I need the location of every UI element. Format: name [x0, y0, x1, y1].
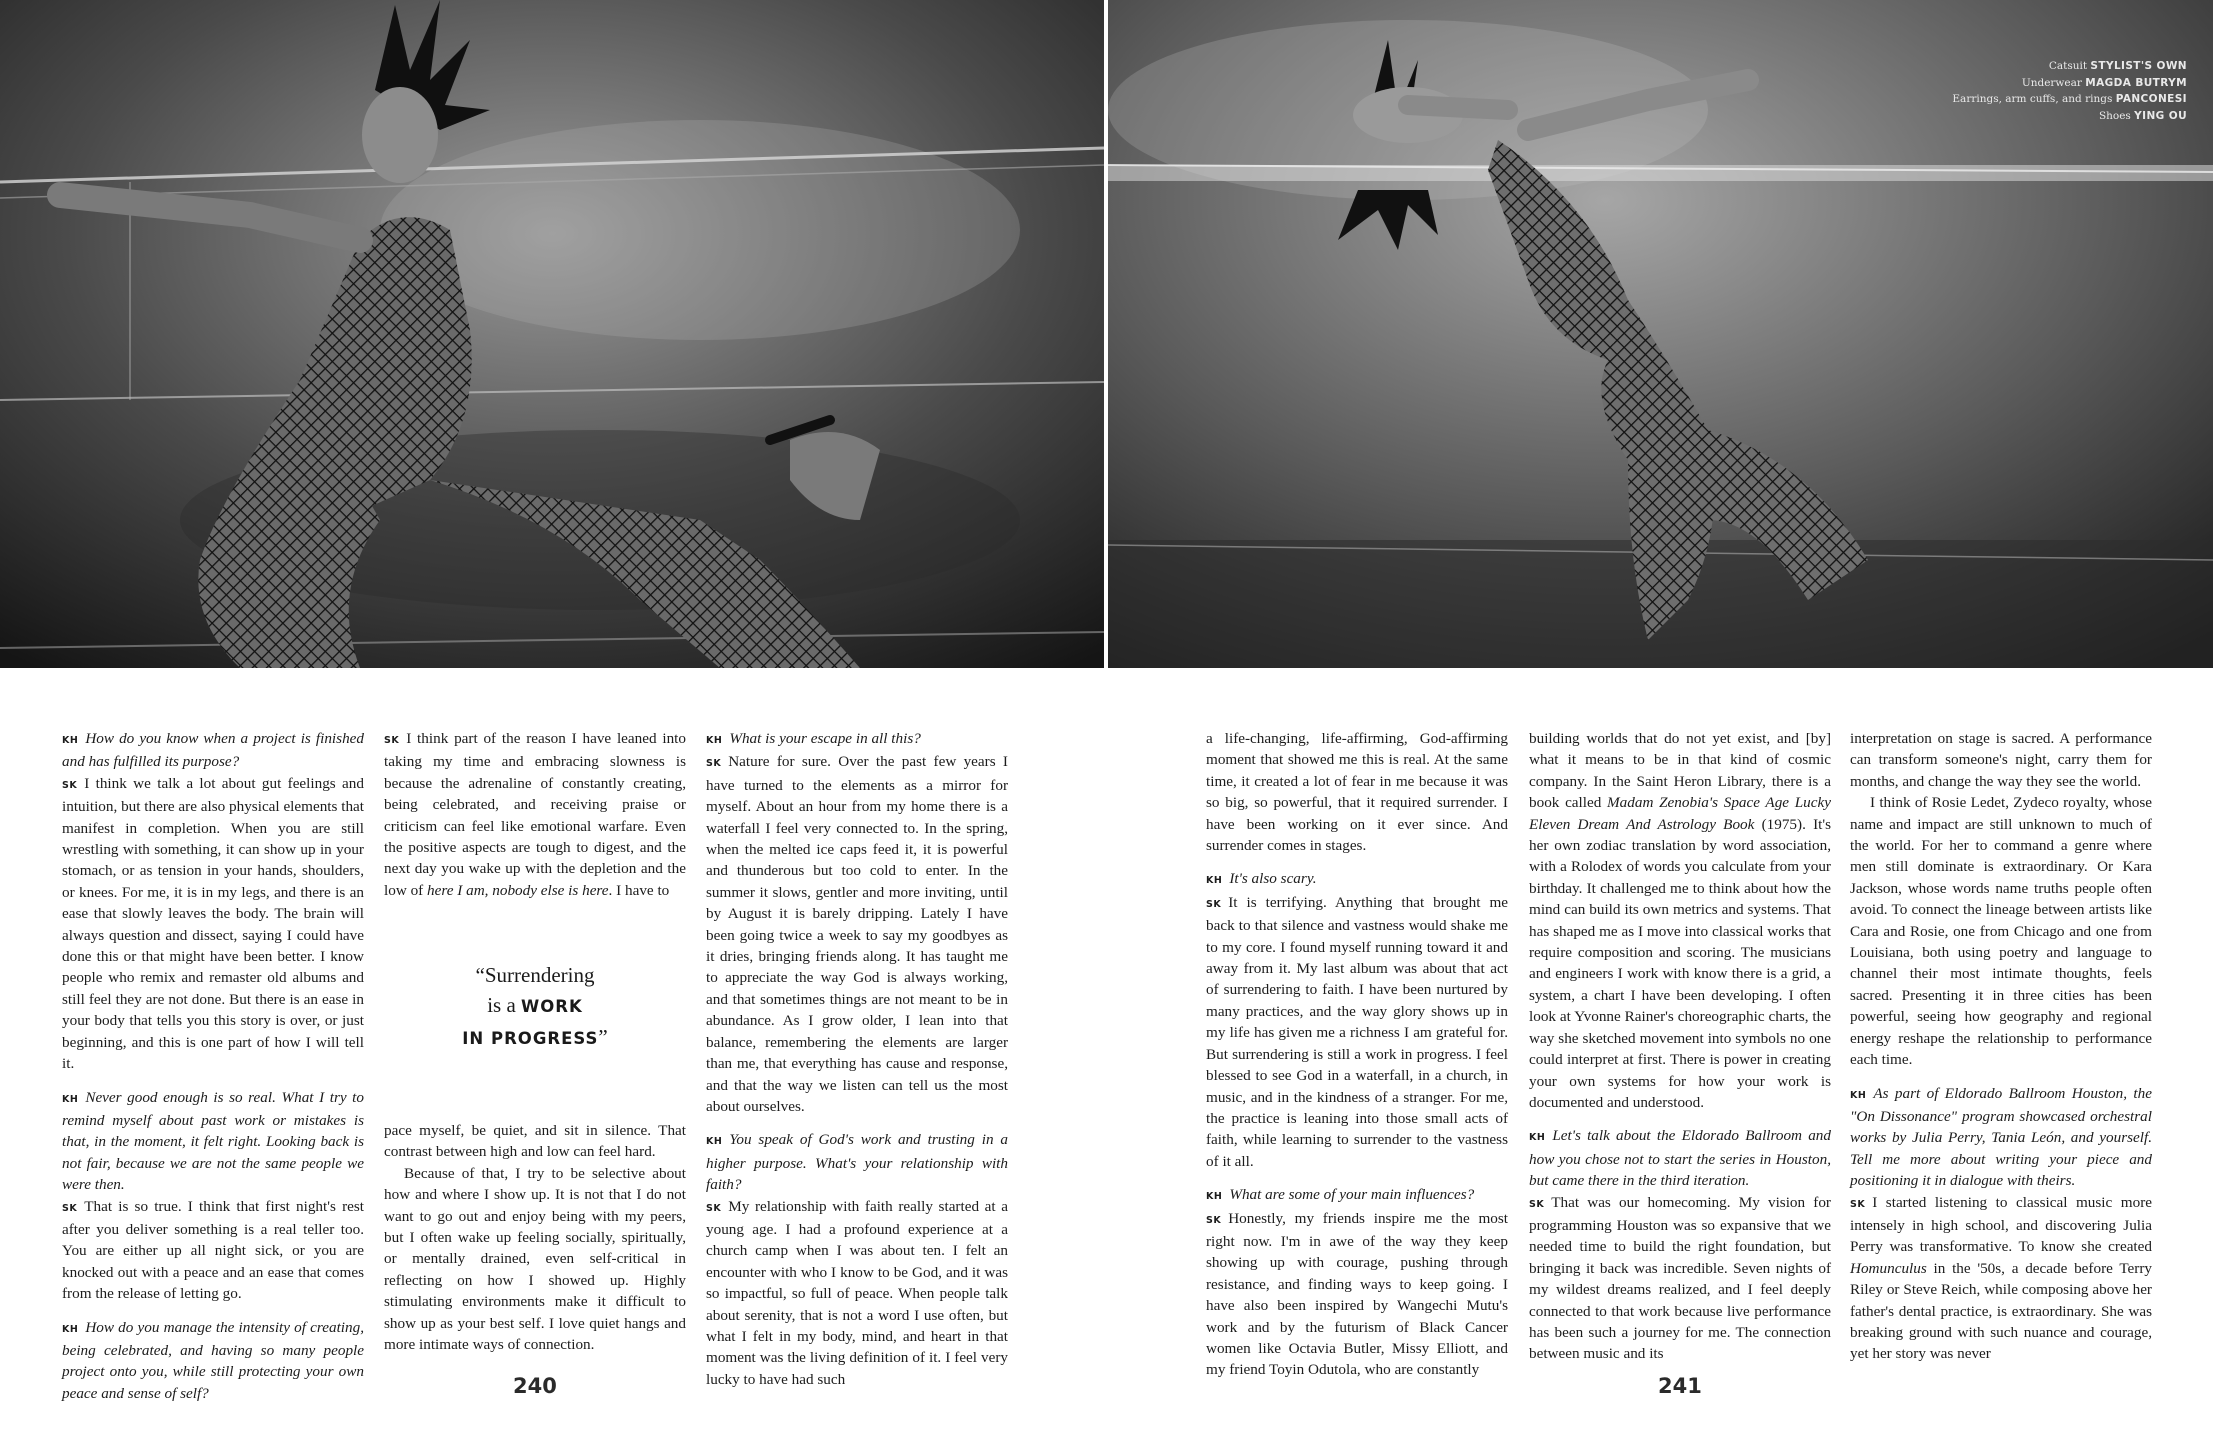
speaker-tag: KH: [62, 1093, 79, 1105]
paragraph: interpretation on stage is sacred. A performance can transform someone's night, carry them for months, and change the way they see the world.: [1850, 730, 2152, 790]
speaker-tag: KH: [1850, 1089, 1867, 1101]
speaker-tag: KH: [1206, 1191, 1223, 1203]
answer: SK I think we talk a lot about gut feelings and intuition, but there are also physical elements that manifest in completion. When you are still wrestling with something, it can show up in your stomach, or as tension in your hands, shoulders, or knees. For me, it is in my legs, and there is an ease that slowly leaves the body. The brain will always question and dissect, saying I could have done this or that might have been better. I know people who remix and remaster old albums and still feel they are not done. But there is an ease in your body that tells you this story is over, or just beginning, and this is one part of how I will tell it.: [62, 774, 364, 1073]
speaker-tag: KH: [62, 735, 79, 746]
pull-quote-line-1: “Surrendering: [475, 963, 595, 987]
speaker-tag: SK: [62, 779, 78, 791]
credit-item: Underwear: [2021, 76, 2082, 89]
speaker-tag: SK: [62, 1202, 78, 1214]
credit-line: [1952, 75, 2187, 92]
speaker-tag: SK: [1206, 1214, 1222, 1226]
page-number-right: 241: [1658, 1374, 1702, 1398]
question: KH How do you manage the intensity of creating, being celebrated, and having so many people project onto you, while still protecting your own peace and sense of self?: [62, 1318, 364, 1402]
text-column-1: [62, 728, 364, 1404]
paragraph: Because of that, I try to be selective about how and where I show up. It is not that I do not want to go out and enjoy being with my peers, but I often wake up feeling socially, spiritually, or mentally drained, even self-critical in reflecting on how I showed up. Highly stimulating environments make it difficult to show up as your best self. I love quiet hangs and more intimate ways of connection.: [384, 1164, 686, 1354]
question: KH Never good enough is so real. What I try to remind myself about past work or mistakes is that, in the moment, it felt right. Looking back is not fair, because we are not the same people we were then.: [62, 1088, 364, 1194]
credit-item: Earrings, arm cuffs, and rings: [1952, 93, 2113, 105]
answer: SK That is so true. I think that first night's rest after you deliver something is a real teller too. You are either up all night sick, or you are knocked out with a peace and an ease that comes from the release of letting go.: [62, 1197, 364, 1303]
credit-brand: STYLIST'S OWN: [2090, 60, 2187, 72]
speaker-tag: KH: [1529, 1132, 1546, 1144]
speaker-tag: SK: [384, 735, 400, 746]
credit-line: [1952, 91, 2187, 108]
speaker-tag: SK: [706, 758, 722, 770]
pull-quote: [384, 960, 686, 1054]
speaker-tag: KH: [706, 735, 723, 746]
column-2-continuation: [384, 1120, 686, 1355]
credit-brand: YING OU: [2134, 109, 2187, 122]
answer: SK Honestly, my friends inspire me the most right now. I'm in awe of the way they keep showing up with courage, pushing through resistance, and finding ways to keep going. I have also been inspired by Wangechi Mutu's work and by the futurism of Black Cancer women like Octavia Butler, Missy Elliott, and my friend Toyin Odutola, who are constantly: [1206, 1209, 1508, 1379]
question: KH It's also scary.: [1206, 870, 1317, 888]
fashion-credits: [1952, 58, 2187, 124]
text-column-2: [384, 728, 686, 1354]
speaker-tag: SK: [1206, 898, 1222, 910]
speaker-tag: SK: [1850, 1198, 1866, 1210]
paragraph: I think of Rosie Ledet, Zydeco royalty, whose name and impact are still unknown to much of the world. For her to command a genre where men still dominate is extraordinary. Or Kara Jackson, whose words name truths people often avoid. To connect the lineage between artists like Cara and Rosie, one from Chicago and one from Louisiana, both using poetry and language to channel their most intimate thoughts, feels sacred. Presenting it in three cities has been powerful, seeing how geography and regional energy reshape the relationship to performance each time.: [1850, 794, 2152, 1069]
question: KH How do you know when a project is finished and has fulfilled its purpose?: [62, 730, 364, 771]
question: KH What are some of your main influences?: [1206, 1186, 1475, 1204]
pull-quote-line-3: IN PROGRESS”: [462, 1025, 608, 1049]
text-column-4: [1206, 728, 1508, 1381]
answer: SK I think part of the reason I have leaned into taking my time and embracing slowness is because the adrenaline of constantly creating, being celebrated, and receiving praise or criticism can feel like emotional warfare. Even the positive aspects are tough to digest, and the next day you wake up with the depletion and the low of here I am, nobody else is here. I have to: [384, 730, 686, 899]
photo-right-underwater-tank: [1108, 0, 2213, 668]
question: KH Let's talk about the Eldorado Ballroom and how you chose not to start the series in Houston, but came there in the third iteration.: [1529, 1127, 1831, 1190]
credit-item: Catsuit: [2048, 60, 2088, 72]
speaker-tag: KH: [706, 1136, 723, 1148]
paragraph: pace myself, be quiet, and sit in silence. That contrast between high and low can feel hard.: [384, 1122, 686, 1161]
speaker-tag: SK: [706, 1202, 722, 1214]
answer: SK That was our homecoming. My vision for programming Houston was so expansive that we needed time to build the right foundation, but bringing it back was incredible. Seven nights of my wildest dreams realized, and I feel deeply connected to that work because live performance has been such a journey for me. The connection between music and its: [1529, 1193, 1831, 1363]
photo-left-image: [0, 0, 1104, 668]
credit-brand: MAGDA BUTRYM: [2085, 76, 2187, 89]
text-column-5: [1529, 728, 1831, 1365]
credit-brand: PANCONESI: [2115, 93, 2187, 105]
answer: SK It is terrifying. Anything that brought me back to that silence and vastness would shake me to my core. I found myself running toward it and away from it. My last album was about that act of surrendering to faith. I have been nurtured by many practices, and the way glory shows up in my life has given me a richness I am grateful for. But surrendering is still a work in progress. I feel blessed to see God in a waterfall, in a church, in music, and in the kindness of a stranger. For me, the practice is leaning into those small acts of faith, while learning to surrender to the vastness of it all.: [1206, 893, 1508, 1170]
question: KH As part of Eldorado Ballroom Houston, the "On Dissonance" program showcased orchestral works by Julia Perry, Tania León, and yourself. Tell me more about writing your piece and positioning it in dialogue with theirs.: [1850, 1084, 2152, 1190]
text-column-6: [1850, 728, 2152, 1365]
answer: SK I started listening to classical music more intensely in high school, and discovering Julia Perry was transformative. To know she created Homunculus in the '50s, a decade before Terry Riley or Steve Reich, while composing above her father's dental practice, is extraordinary. She was breaking ground with such nuance and courage, yet her story was never: [1850, 1193, 2152, 1363]
answer: SK Nature for sure. Over the past few years I have turned to the elements as a mirror for myself. About an hour from my home there is a waterfall I feel very connected to. In the spring, when the melted ice caps feed it, it is powerful and thunderous but too cold to enter. In the summer it slows, gentler and more inviting, until by August it is barely dripping. Lately I have been going twice a week to say my goodbyes as it dries, bringing friends along. It has taught me to appreciate the way God is always working, and that sometimes things are not meant to be in abundance. As I grow older, I lean into that balance, remembering the elements are larger than me, that everything has cause and response, and that the way we listen can tell us the most about ourselves.: [706, 753, 1008, 1115]
credit-line: [1952, 108, 2187, 125]
pull-quote-line-2: is a WORK: [487, 993, 583, 1017]
answer: SK My relationship with faith really started at a young age. I had a profound experience at a church camp when I was about ten. I felt an encounter with who I know to be God, and it was so impactful, so full of peace. When people talk about serenity, that is not a word I use often, but what I felt in my body, mind, and heart in that moment was the living definition of it. I feel very lucky to have had such: [706, 1197, 1008, 1388]
question: KH You speak of God's work and trusting in a higher purpose. What's your relationship with faith?: [706, 1131, 1008, 1194]
page-number-left: 240: [513, 1374, 557, 1398]
speaker-tag: KH: [1206, 875, 1223, 887]
speaker-tag: SK: [1529, 1198, 1545, 1210]
paragraph: a life-changing, life-affirming, God-affirming moment that showed me this is real. At the same time, it created a lot of fear in me because it was so big, so powerful, that it required surrender. I have been working on it ever since. And surrender comes in stages.: [1206, 730, 1508, 855]
photo-left-underwater-tank: [0, 0, 1104, 668]
text-column-3: [706, 728, 1008, 1390]
speaker-tag: KH: [62, 1323, 79, 1335]
credit-line: [1952, 58, 2187, 75]
credit-item: Shoes: [2098, 109, 2131, 122]
question: KH What is your escape in all this?: [706, 730, 921, 747]
paragraph: building worlds that do not yet exist, and [by] what it means to be in that kind of cosmic company. In the Saint Heron Library, there is a book called Madam Zenobia's Space Age Lucky Eleven Dream And Astrology Book (1975). It's her own zodiac translation by word association, with a Rolodex of words you calculate from your birthday. It challenged me to think about how the mind can build its own metrics and systems. That has shaped me as I move into classical works that require composition and scoring. The musicians and engineers I work with know there is a grid, a system, a chart I have been developing. I often look at Yvonne Rainer's choreographic charts, the way she sketched movement into symbols no one could interpret at first. There is power in creating your own systems for how your work is documented and understood.: [1529, 730, 1831, 1111]
